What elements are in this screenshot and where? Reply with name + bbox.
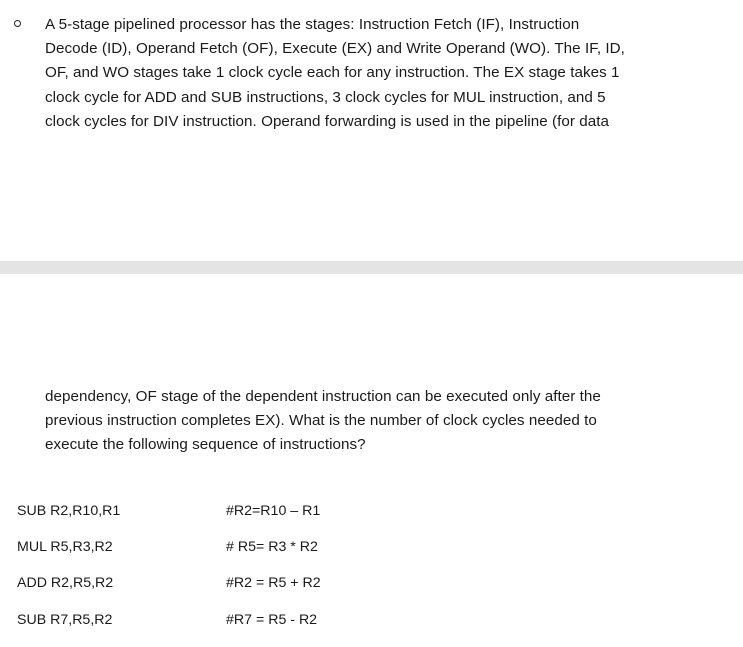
question-paragraph-part1 [45, 13, 625, 134]
instruction-comment: #R2 = R5 + R2 [226, 575, 321, 591]
question-paragraph-part2 [45, 385, 601, 458]
paragraph-line: clock cycles for DIV instruction. Operand forwarding is used in the pipeline (for data [45, 112, 609, 130]
instruction-comment: # R5= R3 * R2 [226, 539, 318, 555]
instruction-row [0, 535, 743, 559]
paragraph-line: execute the following sequence of instructions? [45, 436, 366, 454]
instruction-code: MUL R5,R3,R2 [17, 539, 113, 555]
page-break-divider [0, 261, 743, 274]
instruction-row [0, 571, 743, 595]
instruction-comment: #R7 = R5 - R2 [226, 612, 318, 628]
paragraph-line: OF, and WO stages take 1 clock cycle each for any instruction. The EX stage takes 1 [45, 64, 620, 82]
list-bullet-icon [14, 20, 21, 27]
instruction-code: SUB R2,R10,R1 [17, 503, 121, 519]
paragraph-line: dependency, OF stage of the dependent instruction can be executed only after the [45, 388, 601, 405]
paragraph-line: previous instruction completes EX). What is the number of clock cycles needed to [45, 412, 597, 430]
instruction-code: SUB R7,R5,R2 [17, 612, 113, 628]
instruction-row [0, 608, 743, 632]
instruction-row [0, 499, 743, 523]
paragraph-line: clock cycle for ADD and SUB instructions, 3 clock cycles for MUL instruction, and 5 [45, 88, 606, 106]
paragraph-line: A 5-stage pipelined processor has the stages: Instruction Fetch (IF), Instruction [45, 16, 580, 33]
instruction-code: ADD R2,R5,R2 [17, 575, 114, 591]
paragraph-line: Decode (ID), Operand Fetch (OF), Execute (EX) and Write Operand (WO). The IF, ID, [45, 40, 625, 58]
instruction-comment: #R2=R10 – R1 [226, 503, 321, 519]
